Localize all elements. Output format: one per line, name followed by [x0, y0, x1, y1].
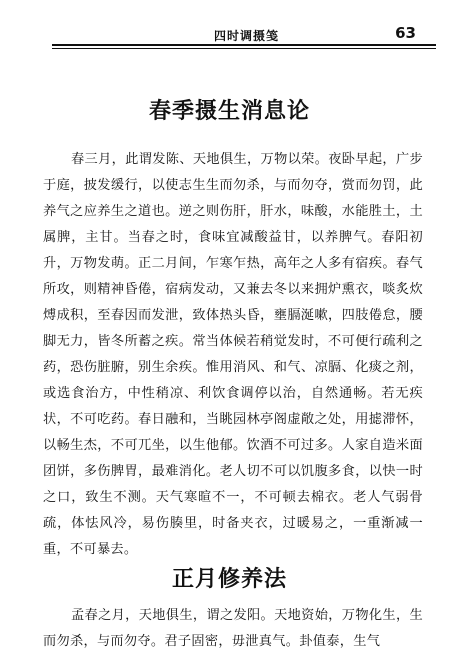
header-rule	[52, 44, 436, 46]
running-header	[52, 24, 436, 46]
body-paragraph: 孟春之月，天地俱生，谓之发阳。天地资始，万物化生，生而勿杀，与而勿夺。君子固密，毋泄真气。卦值泰，生气	[43, 608, 423, 649]
book-title: 四时调摄笺	[214, 29, 280, 43]
header-rule-thin	[52, 48, 436, 49]
section-title: 春季摄生消息论	[148, 99, 310, 124]
body-paragraph: 春三月，此谓发陈、天地俱生，万物以荣。夜卧早起，广步于庭，披发缓行，以使志生生而勿杀，与而勿夺，赏而勿罚，此养气之应养生之道也。逆之则伤肝，肝水，味酸，水能胜土，土属脾，主甘。当春之时，食味宜减酸益甘，以养脾气。春阳初升，万物发萌。正二月间，乍寒乍热，高年之人多有宿疾。春气所攻，则精神昏倦，宿病发动，又兼去冬以来拥炉熏衣，啖炙炊煿成积，至春因而发泄，致体热头昏，壅膈涎嗽，四肢倦怠，腰脚无力，皆冬所蓄之疾。常当体候若稍觉发时，不可便行疏利之药，恐伤脏腑，别生余疾。惟用消风、和气、凉膈、化痰之剂，或选食治方，中性稍凉、利饮食调停以治，自然通畅。若无疾状，不可吃药。春日融和，当眺园林亭阁虚敞之处，用摅滞怀，以畅生杰，不可兀坐，以生他郁。饮酒不可过多。人家自造米面团饼，多伤脾胃，最难消化。老人切不可以饥腹多食，以快一时之口，致生不测。天气寒暄不一，不可顿去棉衣。老人气弱骨疏，体怯风冷，易伤腠里，时备夹衣，过暖易之，一重渐减一重，不可暴去。	[43, 152, 423, 557]
page-number: 63	[395, 24, 416, 42]
section-title: 正月修养法	[171, 567, 287, 592]
